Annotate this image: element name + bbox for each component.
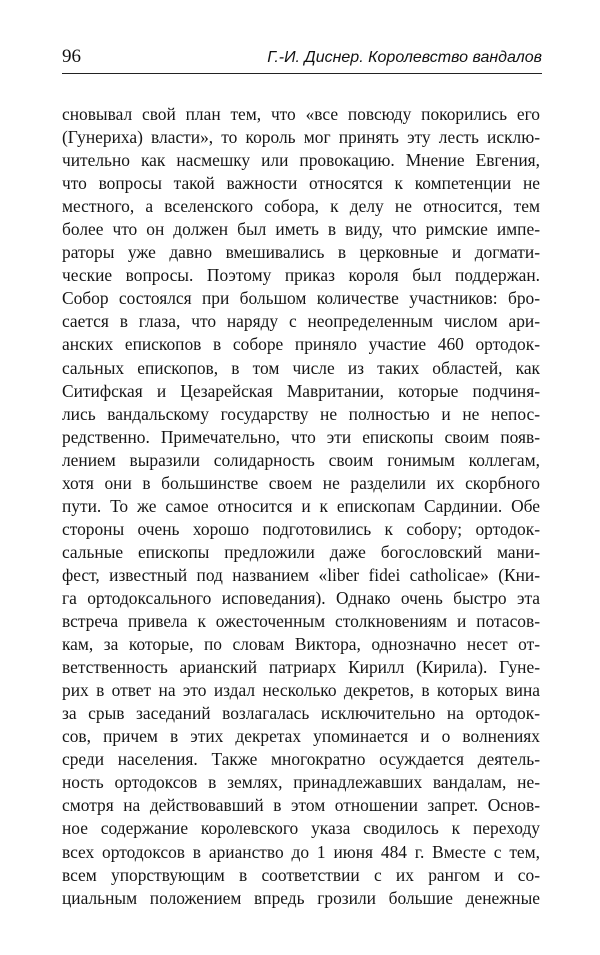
text-line: пути. То же самое относится и к епископам Сардинии. Обе xyxy=(62,495,540,516)
text-line: фест, известный под названием «liber fidei catholicae» (Кни- xyxy=(62,564,540,585)
text-line: более что он должен был иметь в виду, что римские импе- xyxy=(62,219,540,240)
text-line: редственно. Примечательно, что эти епископы своим появ- xyxy=(62,426,540,447)
text-line: сается в глаза, что наряду с неопределенным числом ари- xyxy=(62,311,540,332)
text-line: кам, за которые, по словам Виктора, однозначно несет от- xyxy=(62,634,540,655)
text-line: за срыв заседаний возлагалась исключительно на ортодок- xyxy=(62,703,540,724)
text-line: среди населения. Также многократно осуждается деятель- xyxy=(62,749,540,770)
running-title: Г.-И. Диснер. Королевство вандалов xyxy=(267,49,542,66)
text-line: местного, а вселенского собора, к делу не относится, тем xyxy=(62,196,540,217)
text-line: всем упорствующим в соответствии с их рангом и со- xyxy=(62,864,540,885)
text-line: стороны очень хорошо подготовились к собору; ортодок- xyxy=(62,518,540,539)
text-line: сновывал свой план тем, что «все повсюду покорились его xyxy=(62,104,540,124)
header-rule xyxy=(62,73,542,74)
text-line: встреча привела к ожесточенным столкновениям и потасов- xyxy=(62,611,540,632)
text-line: лись вандальскому государству не полностью и не непос- xyxy=(62,403,540,424)
page-number: 96 xyxy=(62,46,81,67)
text-line: ное содержание королевского указа сводилось к переходу xyxy=(62,818,540,839)
text-line: что вопросы такой важности относятся к компетенции не xyxy=(62,173,540,194)
text-line: чительно как насмешку или провокацию. Мнение Евгения, xyxy=(62,150,540,171)
text-line: ветственность арианский патриарх Кирилл (Кирила). Гуне- xyxy=(62,657,540,678)
text-line: (Гунериха) власти», то король мог принять эту лесть исклю- xyxy=(62,127,540,148)
text-line: ческие вопросы. Поэтому приказ короля был поддержан. xyxy=(62,265,540,286)
text-line: всех ортодоксов в арианство до 1 июня 484 г. Вместе с тем, xyxy=(62,841,540,862)
body-text xyxy=(62,103,540,910)
text-line: раторы уже давно вмешивались в церковные и догмати- xyxy=(62,242,540,263)
text-line: хотя они в большинстве своем не разделили их скорбного xyxy=(62,472,540,493)
text-line: смотря на действовавший в этом отношении запрет. Основ- xyxy=(62,795,540,816)
text-line: лением выразили солидарность своим гонимым коллегам, xyxy=(62,449,540,470)
text-line: Ситифская и Цезарейская Мавритании, которые подчиня- xyxy=(62,380,540,401)
text-line: анских епископов в соборе приняло участие 460 ортодок- xyxy=(62,334,540,355)
page-header xyxy=(62,42,542,76)
text-line: га ортодоксального исповедания). Однако очень быстро эта xyxy=(62,587,540,608)
text-line: Собор состоялся при большом количестве участников: бро- xyxy=(62,288,540,309)
text-line: сальных епископов, в том числе из таких областей, как xyxy=(62,357,540,378)
text-line: рих в ответ на это издал несколько декретов, в которых вина xyxy=(62,680,540,701)
text-line: сов, причем в этих декретах упоминается и о волнениях xyxy=(62,726,540,747)
text-line: циальным положением впредь грозили большие денежные xyxy=(62,887,540,908)
text-line: ность ортодоксов в землях, принадлежавших вандалам, не- xyxy=(62,772,540,793)
text-line: сальные епископы предложили даже богословский мани- xyxy=(62,541,540,562)
